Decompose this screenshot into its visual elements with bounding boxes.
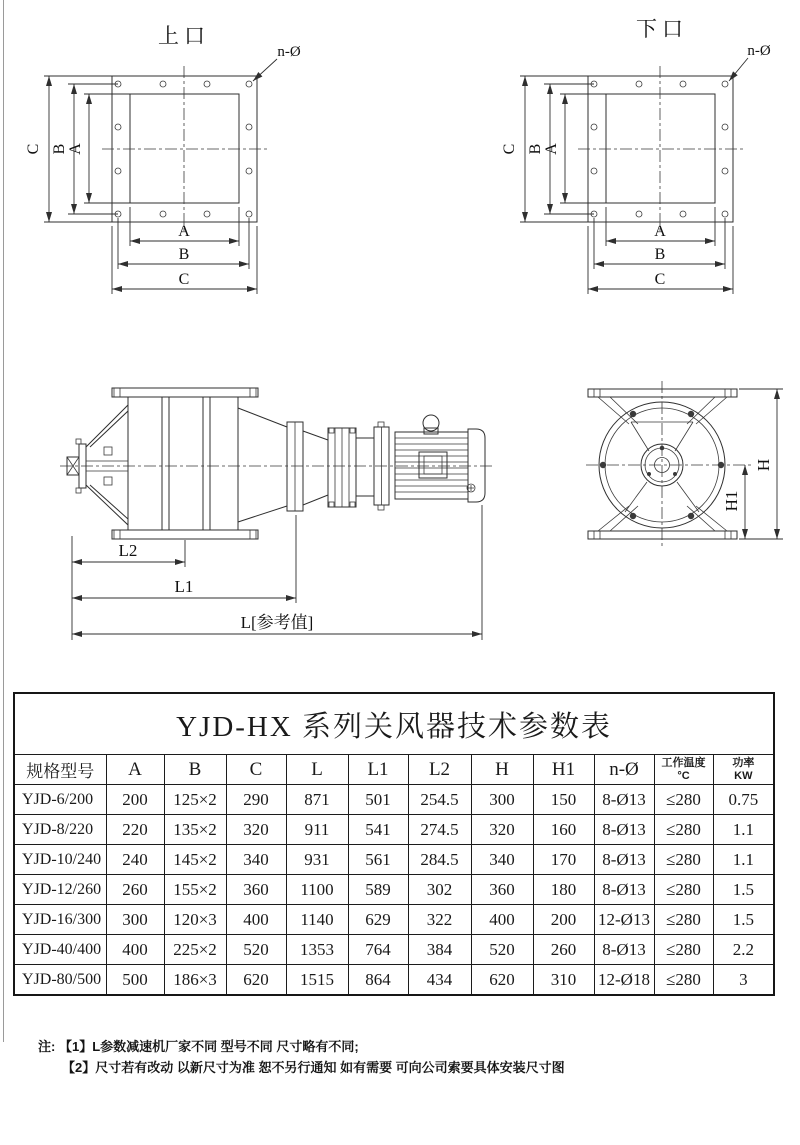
extension-lines — [44, 76, 257, 294]
dim-label-bottom-c: C — [178, 271, 190, 288]
model-cell: YJD-40/400 — [14, 935, 106, 965]
value-cell: 186×3 — [164, 965, 226, 996]
value-cell: 620 — [471, 965, 533, 996]
top-port-title: 上口 — [158, 24, 210, 48]
value-cell: 160 — [533, 815, 594, 845]
value-cell: 12-Ø18 — [594, 965, 654, 996]
dim-label-bottom-c: C — [654, 271, 666, 288]
value-cell: 1100 — [286, 875, 348, 905]
header-temperature-line2: °C — [677, 769, 690, 782]
value-cell: 911 — [286, 815, 348, 845]
value-cell: 8-Ø13 — [594, 935, 654, 965]
header-temperature — [654, 755, 713, 785]
n-hole-leader — [253, 59, 277, 81]
dim-label-h: H — [754, 458, 773, 472]
header-b: B — [164, 755, 226, 785]
value-cell: 260 — [106, 875, 164, 905]
value-cell: ≤280 — [654, 965, 713, 996]
header-l1: L1 — [348, 755, 408, 785]
header-l: L — [286, 755, 348, 785]
value-cell: ≤280 — [654, 905, 713, 935]
dim-label-l-ref: L[参考值] — [240, 613, 314, 632]
value-cell: 125×2 — [164, 785, 226, 815]
value-cell: 501 — [348, 785, 408, 815]
value-cell: 302 — [408, 875, 471, 905]
footnote-line-1 — [38, 1036, 565, 1057]
model-cell: YJD-16/300 — [14, 905, 106, 935]
value-cell: ≤280 — [654, 815, 713, 845]
model-cell: YJD-10/240 — [14, 845, 106, 875]
header-power-line2: KW — [734, 769, 753, 782]
value-cell: 220 — [106, 815, 164, 845]
model-cell: YJD-80/500 — [14, 965, 106, 996]
value-cell: 145×2 — [164, 845, 226, 875]
value-cell: 1515 — [286, 965, 348, 996]
model-cell: YJD-8/220 — [14, 815, 106, 845]
bottom-flange — [588, 531, 737, 539]
value-cell: 1140 — [286, 905, 348, 935]
value-cell: ≤280 — [654, 785, 713, 815]
bottom-port-flange-drawing — [501, 17, 771, 294]
value-cell: 520 — [226, 935, 286, 965]
valve-side-view-drawing — [60, 388, 495, 640]
value-cell: 589 — [348, 875, 408, 905]
footnote-line-2 — [62, 1057, 565, 1078]
value-cell: 8-Ø13 — [594, 875, 654, 905]
note-2-text: 【2】尺寸若有改动 以新尺寸为准 恕不另行通知 如有需要 可向公司索要具体安装尺寸图 — [62, 1060, 565, 1076]
value-cell: 290 — [226, 785, 286, 815]
dim-label-bottom-b: B — [654, 246, 666, 263]
value-cell: 120×3 — [164, 905, 226, 935]
table-row — [14, 935, 774, 965]
value-cell: 170 — [533, 845, 594, 875]
value-cell: 300 — [106, 905, 164, 935]
motor-end-cap — [468, 429, 485, 502]
value-cell: 340 — [471, 845, 533, 875]
value-cell: 871 — [286, 785, 348, 815]
value-cell: 1.5 — [713, 875, 774, 905]
dim-label-b: B — [527, 143, 544, 155]
lifting-eye-bolt — [423, 415, 439, 431]
dim-label-bottom-a: A — [654, 223, 666, 240]
value-cell: 12-Ø13 — [594, 905, 654, 935]
dim-label-h1: H1 — [722, 490, 741, 512]
value-cell: 400 — [226, 905, 286, 935]
header-h1: H1 — [533, 755, 594, 785]
valve-body — [128, 397, 238, 530]
n-hole-leader — [729, 58, 748, 81]
value-cell: ≤280 — [654, 845, 713, 875]
value-cell: 541 — [348, 815, 408, 845]
table-header-row — [14, 755, 774, 785]
value-cell: 180 — [533, 875, 594, 905]
value-cell: 135×2 — [164, 815, 226, 845]
value-cell: 400 — [471, 905, 533, 935]
table-row — [14, 845, 774, 875]
inner-opening-square — [130, 94, 239, 203]
value-cell: 274.5 — [408, 815, 471, 845]
dim-label-l2: L2 — [118, 541, 138, 560]
dim-label-a: A — [67, 143, 84, 155]
value-cell: 155×2 — [164, 875, 226, 905]
value-cell: 240 — [106, 845, 164, 875]
value-cell: 0.75 — [713, 785, 774, 815]
top-port-flange-drawing — [25, 24, 301, 294]
left-shaft-assembly — [67, 405, 128, 525]
value-cell: 8-Ø13 — [594, 785, 654, 815]
value-cell: 320 — [471, 815, 533, 845]
model-cell: YJD-6/200 — [14, 785, 106, 815]
model-cell: YJD-12/260 — [14, 875, 106, 905]
value-cell: 360 — [471, 875, 533, 905]
notes-label: 注: — [38, 1039, 56, 1054]
dim-label-b: B — [51, 143, 68, 155]
dim-label-bottom-a: A — [178, 223, 190, 240]
value-cell: ≤280 — [654, 935, 713, 965]
footnotes — [38, 1036, 565, 1079]
table-row — [14, 785, 774, 815]
valve-end-view-drawing — [586, 381, 783, 547]
table-row — [14, 815, 774, 845]
top-flange — [112, 388, 258, 397]
value-cell: 225×2 — [164, 935, 226, 965]
center-lines — [586, 381, 752, 547]
value-cell: 520 — [471, 935, 533, 965]
value-cell: 300 — [471, 785, 533, 815]
value-cell: 620 — [226, 965, 286, 996]
value-cell: 200 — [106, 785, 164, 815]
value-cell: 500 — [106, 965, 164, 996]
electric-motor — [395, 415, 485, 502]
value-cell: 310 — [533, 965, 594, 996]
bottom-port-title: 下口 — [636, 17, 688, 41]
center-lines — [102, 66, 267, 232]
value-cell: ≤280 — [654, 875, 713, 905]
value-cell: 322 — [408, 905, 471, 935]
value-cell: 3 — [713, 965, 774, 996]
center-lines — [578, 66, 743, 232]
bottom-flange — [112, 530, 258, 539]
inner-opening-square — [606, 94, 715, 203]
value-cell: 1.1 — [713, 815, 774, 845]
value-cell: 1.1 — [713, 845, 774, 875]
value-cell: 284.5 — [408, 845, 471, 875]
table-title-row — [14, 693, 774, 755]
value-cell: 764 — [348, 935, 408, 965]
note-1-text: 【1】L参数减速机厂家不同 型号不同 尺寸略有不同; — [58, 1039, 359, 1054]
header-model: 规格型号 — [14, 755, 106, 785]
value-cell: 384 — [408, 935, 471, 965]
dim-label-c: C — [501, 143, 518, 155]
dim-label-bottom-b: B — [178, 246, 190, 263]
value-cell: 260 — [533, 935, 594, 965]
parameter-table — [13, 692, 775, 996]
header-power-line1: 功率 — [732, 757, 755, 770]
value-cell: 931 — [286, 845, 348, 875]
value-cell: 1353 — [286, 935, 348, 965]
support-braces — [598, 397, 727, 531]
dim-label-l1: L1 — [174, 577, 194, 596]
header-power — [713, 755, 774, 785]
value-cell: 254.5 — [408, 785, 471, 815]
value-cell: 8-Ø13 — [594, 845, 654, 875]
header-temperature-line1: 工作温度 — [661, 757, 706, 770]
table-row — [14, 875, 774, 905]
value-cell: 1.5 — [713, 905, 774, 935]
value-cell: 864 — [348, 965, 408, 996]
table-title: YJD-HX 系列关风器技术参数表 — [14, 693, 774, 755]
value-cell: 400 — [106, 935, 164, 965]
table-body — [14, 785, 774, 996]
value-cell: 340 — [226, 845, 286, 875]
header-c: C — [226, 755, 286, 785]
value-cell: 360 — [226, 875, 286, 905]
extension-lines — [520, 76, 733, 294]
value-cell: 629 — [348, 905, 408, 935]
header-h: H — [471, 755, 533, 785]
n-hole-label: n-Ø — [747, 43, 771, 59]
table-row — [14, 965, 774, 996]
table-row — [14, 905, 774, 935]
header-n: n-Ø — [594, 755, 654, 785]
header-l2: L2 — [408, 755, 471, 785]
dim-label-a: A — [543, 143, 560, 155]
value-cell: 2.2 — [713, 935, 774, 965]
value-cell: 320 — [226, 815, 286, 845]
gear-reducer — [238, 408, 389, 522]
value-cell: 200 — [533, 905, 594, 935]
value-cell: 434 — [408, 965, 471, 996]
header-a: A — [106, 755, 164, 785]
value-cell: 561 — [348, 845, 408, 875]
dim-label-c: C — [25, 143, 42, 155]
value-cell: 8-Ø13 — [594, 815, 654, 845]
value-cell: 150 — [533, 785, 594, 815]
n-hole-label: n-Ø — [277, 44, 301, 60]
top-flange — [588, 389, 737, 397]
